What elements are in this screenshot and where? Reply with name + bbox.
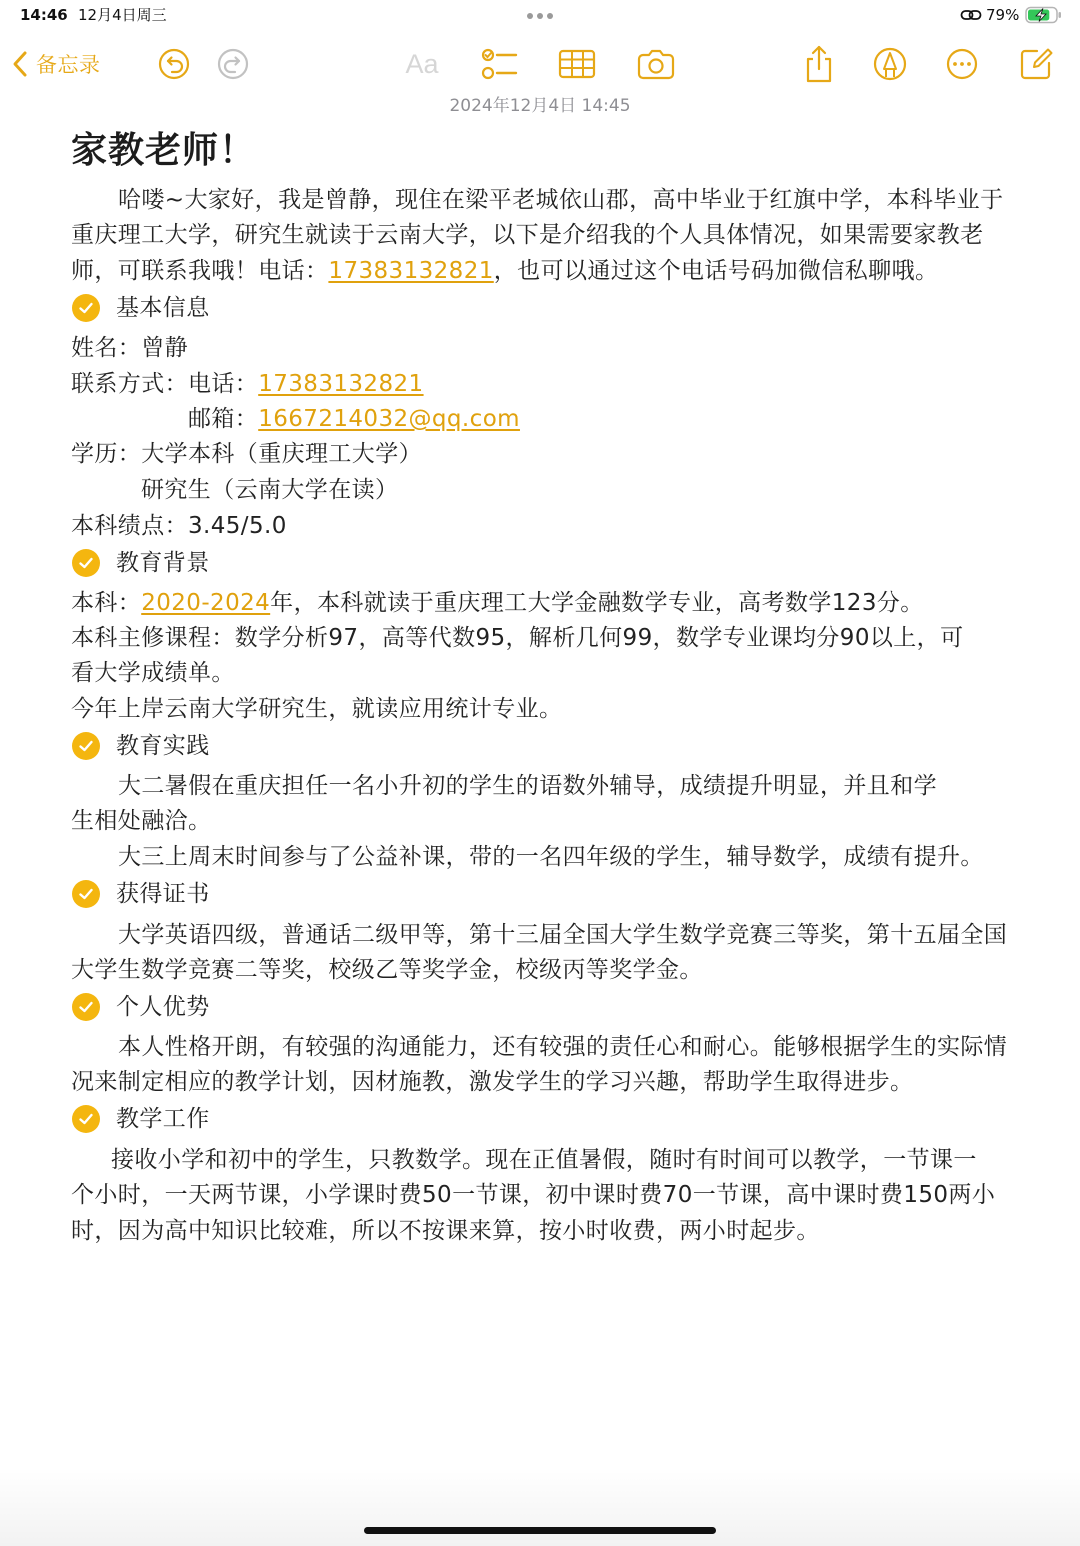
checklist-glyph (479, 44, 519, 84)
camera-glyph (636, 44, 676, 84)
email-line (188, 402, 520, 436)
bottom-shadow (0, 1470, 1080, 1546)
back-label: 备忘录 (36, 53, 101, 77)
contact-phone-link[interactable]: 17383132821 (258, 371, 424, 397)
link-glyph (960, 7, 982, 23)
undo-glyph (154, 44, 194, 84)
status-date: 12月4日周三 (78, 6, 167, 24)
compose-glyph (1016, 44, 1056, 84)
share-glyph (799, 44, 839, 84)
intro-line: 哈喽~大家好，我是曾静，现住在梁平老城依山郡，高中毕业于红旗中学，本科毕业于 (118, 187, 1004, 213)
checkmark-circle-icon[interactable] (72, 549, 100, 577)
note-timestamp: 2024年12月4日 14:45 (449, 96, 631, 116)
checkmark-circle-icon[interactable] (72, 880, 100, 908)
practice-line: 大二暑假在重庆担任一名小升初的学生的语数外辅导，成绩提升明显，并且和学 (118, 773, 937, 799)
checkmark-glyph (77, 299, 95, 317)
battery-glyph (1025, 6, 1063, 24)
multitask-dots-glyph (522, 9, 558, 23)
more-glyph (942, 44, 982, 84)
camera-icon[interactable] (636, 44, 676, 84)
teaching-line: 时，因为高中知识比较难，所以不按课来算，按小时收费，两小时起步。 (71, 1218, 820, 1244)
intro-text: ，也可以通过这个电话号码加微信私聊哦。 (493, 258, 939, 284)
undo-icon[interactable] (154, 44, 194, 84)
back-button[interactable] (12, 46, 101, 82)
format-button[interactable]: Aa (405, 49, 439, 79)
intro-line (71, 254, 938, 288)
section-heading-strengths (72, 990, 210, 1024)
strengths-line: 本人性格开朗，有较强的沟通能力，还有较强的责任心和耐心。能够根据学生的实际情 (118, 1034, 1008, 1060)
checkmark-glyph (77, 998, 95, 1016)
education-detail-line: 本科主修课程：数学分析97，高等代数95，解析几何99，数学专业课均分90以上，可 (71, 625, 964, 651)
checkmark-circle-icon[interactable] (72, 1105, 100, 1133)
chevron-left-icon (12, 50, 28, 78)
redo-glyph (213, 44, 253, 84)
strengths-line: 况来制定相应的教学计划，因材施教，激发学生的学习兴趣，帮助学生取得进步。 (71, 1069, 914, 1095)
teaching-line: 个小时，一天两节课，小学课时费50一节课，初中课时费70一节课，高中课时费150两小 (71, 1182, 996, 1208)
certificates-line: 大学生数学竞赛二等奖，校级乙等奖学金，校级丙等奖学金。 (71, 957, 703, 983)
section-heading-education (72, 546, 210, 580)
home-indicator[interactable] (364, 1527, 716, 1534)
note-title: 家教老师！ (71, 130, 257, 171)
education-text: 年，本科就读于重庆理工大学金融数学专业，高考数学123分。 (270, 590, 924, 616)
checkmark-glyph (77, 737, 95, 755)
email-link[interactable]: 1667214032@qq.com (258, 406, 520, 432)
education-detail-line (71, 586, 924, 620)
section-heading-practice (72, 729, 210, 763)
teaching-line: 接收小学和初中的学生，只教数学。现在正值暑假，随时有时间可以教学，一节课一 (111, 1147, 977, 1173)
more-icon[interactable] (942, 44, 982, 84)
contact-line (71, 367, 424, 401)
section-heading-label: 个人优势 (116, 994, 210, 1020)
education-text: 本科： (71, 590, 142, 616)
gpa-line: 本科绩点：3.45/5.0 (71, 513, 287, 539)
intro-text: 师，可联系我哦！电话： (71, 258, 329, 284)
checkmark-circle-icon[interactable] (72, 732, 100, 760)
education-detail-line: 今年上岸云南大学研究生，就读应用统计专业。 (71, 696, 563, 722)
section-heading-label: 教学工作 (116, 1106, 210, 1132)
checkmark-glyph (77, 885, 95, 903)
name-line: 姓名：曾静 (71, 335, 188, 361)
table-icon[interactable] (557, 44, 597, 84)
redo-icon[interactable] (213, 44, 253, 84)
education-detail-line: 看大学成绩单。 (71, 660, 235, 686)
checkmark-glyph (77, 1110, 95, 1128)
section-heading-certificates (72, 877, 210, 911)
section-heading-label: 获得证书 (116, 881, 210, 907)
email-label: 邮箱： (188, 406, 259, 432)
markup-icon[interactable] (870, 44, 910, 84)
phone-link[interactable]: 17383132821 (328, 258, 494, 284)
checklist-icon[interactable] (479, 44, 519, 84)
compose-icon[interactable] (1016, 44, 1056, 84)
section-heading-basic-info (72, 291, 210, 325)
practice-line: 大三上周末时间参与了公益补课，带的一名四年级的学生，辅导数学，成绩有提升。 (118, 844, 984, 870)
section-heading-label: 教育背景 (116, 550, 210, 576)
battery-charging-icon (1025, 6, 1063, 24)
section-heading-label: 教育实践 (116, 733, 210, 759)
checkmark-circle-icon[interactable] (72, 993, 100, 1021)
practice-line: 生相处融洽。 (71, 808, 212, 834)
multitask-dots-icon[interactable] (522, 8, 558, 22)
contact-label: 联系方式：电话： (71, 371, 259, 397)
section-heading-label: 基本信息 (116, 295, 210, 321)
education-line: 学历：大学本科（重庆理工大学） (71, 441, 422, 467)
education-line: 研究生（云南大学在读） (141, 477, 399, 503)
certificates-line: 大学英语四级，普通话二级甲等，第十三届全国大学生数学竞赛三等奖，第十五届全国 (118, 922, 1008, 948)
status-time: 14:46 (20, 6, 68, 24)
checkmark-glyph (77, 554, 95, 572)
markup-glyph (870, 44, 910, 84)
section-heading-teaching (72, 1102, 210, 1136)
table-glyph (557, 44, 597, 84)
years-link[interactable]: 2020-2024 (141, 590, 271, 616)
checkmark-circle-icon[interactable] (72, 294, 100, 322)
battery-percent: 79% (986, 6, 1020, 24)
link-icon (960, 7, 982, 23)
intro-line: 重庆理工大学，研究生就读于云南大学，以下是介绍我的个人具体情况，如果需要家教老 (71, 222, 984, 248)
share-icon[interactable] (799, 44, 839, 84)
